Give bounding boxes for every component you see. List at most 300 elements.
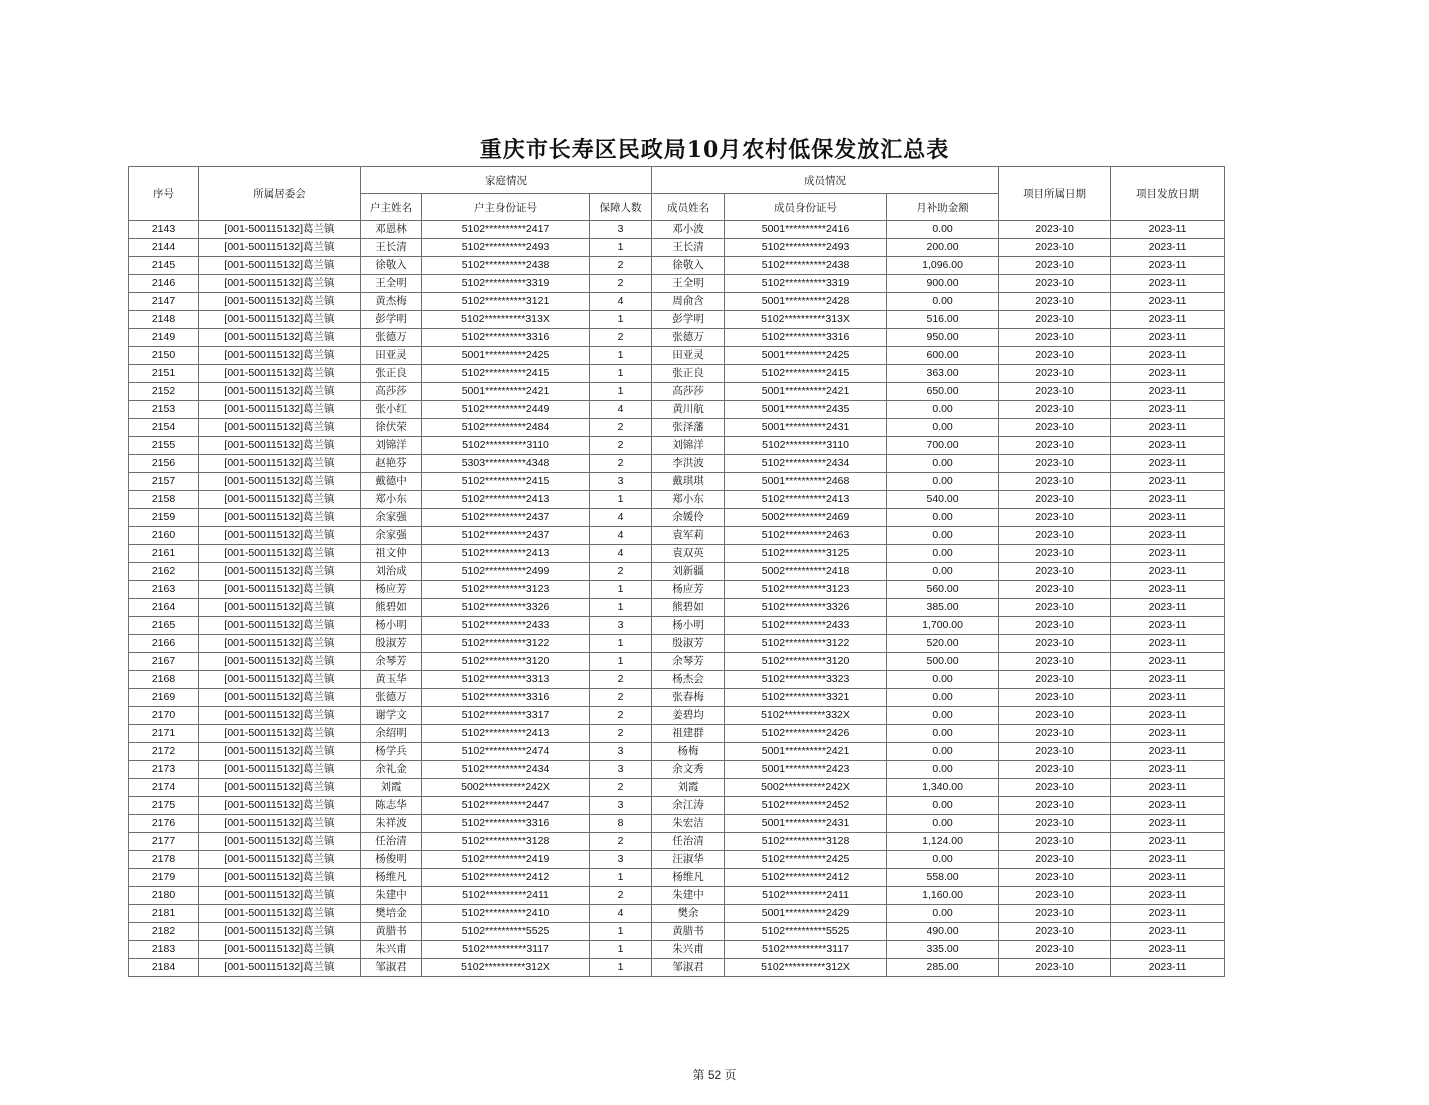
- cell-project-month: 2023-10: [999, 599, 1111, 617]
- cell-member-name: 王长清: [652, 239, 725, 257]
- cell-insured-count: 1: [590, 923, 652, 941]
- cell-head-name: 余家强: [361, 509, 422, 527]
- cell-head-name: 朱兴甫: [361, 941, 422, 959]
- cell-issue-month: 2023-11: [1111, 473, 1225, 491]
- cell-insured-count: 2: [590, 725, 652, 743]
- cell-serial: 2170: [129, 707, 199, 725]
- table-row: [129, 653, 1225, 671]
- cell-issue-month: 2023-11: [1111, 257, 1225, 275]
- cell-member-name: 杨应芳: [652, 581, 725, 599]
- cell-member-name: 祖建群: [652, 725, 725, 743]
- cell-committee: [001-500115132]葛兰镇: [199, 293, 361, 311]
- cell-head-id: 5102**********2415: [422, 473, 590, 491]
- cell-member-name: 熊碧如: [652, 599, 725, 617]
- table-row: [129, 455, 1225, 473]
- cell-project-month: 2023-10: [999, 275, 1111, 293]
- cell-head-id: 5002**********242X: [422, 779, 590, 797]
- cell-monthly-subsidy: 200.00: [887, 239, 999, 257]
- cell-member-id: 5102**********2413: [725, 491, 887, 509]
- cell-member-name: 杨梅: [652, 743, 725, 761]
- cell-head-id: 5102**********2413: [422, 725, 590, 743]
- cell-member-id: 5102**********2493: [725, 239, 887, 257]
- cell-monthly-subsidy: 520.00: [887, 635, 999, 653]
- cell-member-name: 杨维凡: [652, 869, 725, 887]
- cell-insured-count: 1: [590, 383, 652, 401]
- cell-monthly-subsidy: 0.00: [887, 689, 999, 707]
- cell-serial: 2173: [129, 761, 199, 779]
- cell-insured-count: 1: [590, 653, 652, 671]
- cell-monthly-subsidy: 0.00: [887, 545, 999, 563]
- cell-insured-count: 3: [590, 473, 652, 491]
- cell-member-name: 徐敬入: [652, 257, 725, 275]
- cell-serial: 2179: [129, 869, 199, 887]
- cell-committee: [001-500115132]葛兰镇: [199, 275, 361, 293]
- cell-member-id: 5001**********2421: [725, 383, 887, 401]
- cell-insured-count: 4: [590, 545, 652, 563]
- cell-issue-month: 2023-11: [1111, 401, 1225, 419]
- table-row: [129, 671, 1225, 689]
- cell-project-month: 2023-10: [999, 257, 1111, 275]
- cell-head-id: 5102**********2474: [422, 743, 590, 761]
- cell-member-name: 任治清: [652, 833, 725, 851]
- table-row: [129, 581, 1225, 599]
- cell-head-name: 祖文仲: [361, 545, 422, 563]
- cell-monthly-subsidy: 0.00: [887, 473, 999, 491]
- cell-head-name: 张正良: [361, 365, 422, 383]
- cell-member-name: 杨小明: [652, 617, 725, 635]
- cell-member-name: 袁双英: [652, 545, 725, 563]
- cell-insured-count: 1: [590, 959, 652, 977]
- cell-project-month: 2023-10: [999, 437, 1111, 455]
- cell-member-name: 朱宏洁: [652, 815, 725, 833]
- header-serial: 序号: [129, 167, 199, 221]
- cell-insured-count: 3: [590, 761, 652, 779]
- cell-issue-month: 2023-11: [1111, 419, 1225, 437]
- cell-insured-count: 1: [590, 599, 652, 617]
- cell-committee: [001-500115132]葛兰镇: [199, 455, 361, 473]
- cell-head-name: 杨应芳: [361, 581, 422, 599]
- table-row: [129, 293, 1225, 311]
- cell-monthly-subsidy: 0.00: [887, 293, 999, 311]
- cell-serial: 2178: [129, 851, 199, 869]
- cell-insured-count: 2: [590, 833, 652, 851]
- table-row: [129, 563, 1225, 581]
- cell-issue-month: 2023-11: [1111, 455, 1225, 473]
- cell-committee: [001-500115132]葛兰镇: [199, 383, 361, 401]
- cell-insured-count: 2: [590, 779, 652, 797]
- cell-issue-month: 2023-11: [1111, 797, 1225, 815]
- cell-issue-month: 2023-11: [1111, 851, 1225, 869]
- cell-head-id: 5102**********3316: [422, 815, 590, 833]
- cell-serial: 2153: [129, 401, 199, 419]
- cell-head-name: 殷淑芳: [361, 635, 422, 653]
- table-row: [129, 347, 1225, 365]
- cell-committee: [001-500115132]葛兰镇: [199, 815, 361, 833]
- cell-head-id: 5102**********2413: [422, 491, 590, 509]
- cell-committee: [001-500115132]葛兰镇: [199, 743, 361, 761]
- table-row: [129, 905, 1225, 923]
- cell-project-month: 2023-10: [999, 761, 1111, 779]
- cell-project-month: 2023-10: [999, 401, 1111, 419]
- cell-project-month: 2023-10: [999, 491, 1111, 509]
- cell-member-name: 余江涛: [652, 797, 725, 815]
- cell-project-month: 2023-10: [999, 545, 1111, 563]
- cell-member-name: 余琴芳: [652, 653, 725, 671]
- cell-serial: 2167: [129, 653, 199, 671]
- cell-insured-count: 2: [590, 671, 652, 689]
- cell-project-month: 2023-10: [999, 509, 1111, 527]
- cell-head-name: 赵艳芬: [361, 455, 422, 473]
- cell-committee: [001-500115132]葛兰镇: [199, 527, 361, 545]
- cell-project-month: 2023-10: [999, 455, 1111, 473]
- cell-monthly-subsidy: 0.00: [887, 707, 999, 725]
- cell-serial: 2156: [129, 455, 199, 473]
- cell-member-name: 朱兴甫: [652, 941, 725, 959]
- cell-serial: 2164: [129, 599, 199, 617]
- cell-issue-month: 2023-11: [1111, 671, 1225, 689]
- cell-insured-count: 4: [590, 293, 652, 311]
- cell-insured-count: 2: [590, 329, 652, 347]
- cell-insured-count: 2: [590, 887, 652, 905]
- cell-head-id: 5102**********3319: [422, 275, 590, 293]
- cell-monthly-subsidy: 650.00: [887, 383, 999, 401]
- cell-head-name: 杨学兵: [361, 743, 422, 761]
- header-monthly-subsidy: 月补助金额: [887, 194, 999, 221]
- cell-head-id: 5102**********3316: [422, 329, 590, 347]
- cell-head-id: 5102**********3316: [422, 689, 590, 707]
- cell-project-month: 2023-10: [999, 869, 1111, 887]
- cell-committee: [001-500115132]葛兰镇: [199, 905, 361, 923]
- cell-serial: 2147: [129, 293, 199, 311]
- cell-insured-count: 3: [590, 617, 652, 635]
- cell-head-name: 邹淑君: [361, 959, 422, 977]
- cell-committee: [001-500115132]葛兰镇: [199, 311, 361, 329]
- cell-committee: [001-500115132]葛兰镇: [199, 941, 361, 959]
- cell-monthly-subsidy: 540.00: [887, 491, 999, 509]
- cell-member-id: 5102**********2434: [725, 455, 887, 473]
- cell-member-id: 5102**********2438: [725, 257, 887, 275]
- cell-head-name: 杨小明: [361, 617, 422, 635]
- cell-monthly-subsidy: 700.00: [887, 437, 999, 455]
- cell-insured-count: 1: [590, 491, 652, 509]
- cell-member-name: 彭学明: [652, 311, 725, 329]
- cell-committee: [001-500115132]葛兰镇: [199, 221, 361, 239]
- cell-insured-count: 3: [590, 221, 652, 239]
- cell-insured-count: 1: [590, 869, 652, 887]
- cell-serial: 2172: [129, 743, 199, 761]
- cell-serial: 2160: [129, 527, 199, 545]
- cell-committee: [001-500115132]葛兰镇: [199, 959, 361, 977]
- cell-member-id: 5102**********3120: [725, 653, 887, 671]
- cell-monthly-subsidy: 900.00: [887, 275, 999, 293]
- cell-serial: 2177: [129, 833, 199, 851]
- cell-project-month: 2023-10: [999, 221, 1111, 239]
- table-row: [129, 887, 1225, 905]
- cell-head-name: 张德万: [361, 689, 422, 707]
- header-family-group: 家庭情况: [361, 167, 652, 194]
- cell-project-month: 2023-10: [999, 725, 1111, 743]
- cell-member-name: 杨杰会: [652, 671, 725, 689]
- header-committee: 所属居委会: [199, 167, 361, 221]
- table-row: [129, 437, 1225, 455]
- cell-serial: 2148: [129, 311, 199, 329]
- cell-insured-count: 4: [590, 401, 652, 419]
- cell-head-name: 高莎莎: [361, 383, 422, 401]
- cell-member-id: 5102**********3128: [725, 833, 887, 851]
- header-insured-count: 保障人数: [590, 194, 652, 221]
- cell-serial: 2146: [129, 275, 199, 293]
- cell-monthly-subsidy: 0.00: [887, 743, 999, 761]
- cell-committee: [001-500115132]葛兰镇: [199, 725, 361, 743]
- page-number: 第 52 页: [692, 1068, 737, 1082]
- cell-head-id: 5102**********2417: [422, 221, 590, 239]
- cell-monthly-subsidy: 558.00: [887, 869, 999, 887]
- table-row: [129, 365, 1225, 383]
- cell-member-name: 高莎莎: [652, 383, 725, 401]
- table-row: [129, 959, 1225, 977]
- cell-project-month: 2023-10: [999, 563, 1111, 581]
- cell-project-month: 2023-10: [999, 329, 1111, 347]
- cell-head-name: 朱建中: [361, 887, 422, 905]
- cell-monthly-subsidy: 0.00: [887, 725, 999, 743]
- cell-committee: [001-500115132]葛兰镇: [199, 599, 361, 617]
- cell-issue-month: 2023-11: [1111, 311, 1225, 329]
- cell-member-id: 5102**********2452: [725, 797, 887, 815]
- cell-serial: 2180: [129, 887, 199, 905]
- cell-member-id: 5002**********2418: [725, 563, 887, 581]
- cell-project-month: 2023-10: [999, 617, 1111, 635]
- cell-head-id: 5102**********2438: [422, 257, 590, 275]
- cell-member-id: 5002**********242X: [725, 779, 887, 797]
- cell-committee: [001-500115132]葛兰镇: [199, 473, 361, 491]
- cell-member-id: 5102**********2415: [725, 365, 887, 383]
- cell-issue-month: 2023-11: [1111, 365, 1225, 383]
- cell-member-name: 戴琪琪: [652, 473, 725, 491]
- cell-issue-month: 2023-11: [1111, 653, 1225, 671]
- cell-member-name: 张德万: [652, 329, 725, 347]
- cell-member-id: 5001**********2431: [725, 815, 887, 833]
- table-row: [129, 311, 1225, 329]
- cell-issue-month: 2023-11: [1111, 509, 1225, 527]
- cell-member-name: 朱建中: [652, 887, 725, 905]
- cell-head-name: 陈志华: [361, 797, 422, 815]
- cell-committee: [001-500115132]葛兰镇: [199, 761, 361, 779]
- cell-member-id: 5102**********2425: [725, 851, 887, 869]
- cell-member-name: 田亚灵: [652, 347, 725, 365]
- cell-member-id: 5102**********3122: [725, 635, 887, 653]
- cell-head-name: 徐伏荣: [361, 419, 422, 437]
- cell-monthly-subsidy: 1,096.00: [887, 257, 999, 275]
- cell-monthly-subsidy: 600.00: [887, 347, 999, 365]
- cell-monthly-subsidy: 500.00: [887, 653, 999, 671]
- table-row: [129, 419, 1225, 437]
- cell-issue-month: 2023-11: [1111, 941, 1225, 959]
- cell-head-id: 5102**********2437: [422, 509, 590, 527]
- cell-head-id: 5102**********312X: [422, 959, 590, 977]
- cell-head-id: 5001**********2425: [422, 347, 590, 365]
- cell-committee: [001-500115132]葛兰镇: [199, 797, 361, 815]
- cell-committee: [001-500115132]葛兰镇: [199, 923, 361, 941]
- cell-member-name: 刘新疆: [652, 563, 725, 581]
- cell-head-id: 5303**********4348: [422, 455, 590, 473]
- cell-project-month: 2023-10: [999, 941, 1111, 959]
- cell-issue-month: 2023-11: [1111, 221, 1225, 239]
- cell-issue-month: 2023-11: [1111, 707, 1225, 725]
- cell-serial: 2181: [129, 905, 199, 923]
- cell-issue-month: 2023-11: [1111, 581, 1225, 599]
- cell-project-month: 2023-10: [999, 887, 1111, 905]
- cell-insured-count: 8: [590, 815, 652, 833]
- cell-insured-count: 2: [590, 689, 652, 707]
- cell-project-month: 2023-10: [999, 689, 1111, 707]
- cell-serial: 2171: [129, 725, 199, 743]
- cell-head-name: 杨维凡: [361, 869, 422, 887]
- cell-head-id: 5102**********2415: [422, 365, 590, 383]
- cell-member-name: 殷淑芳: [652, 635, 725, 653]
- cell-project-month: 2023-10: [999, 527, 1111, 545]
- cell-insured-count: 1: [590, 347, 652, 365]
- cell-head-name: 黄玉华: [361, 671, 422, 689]
- cell-issue-month: 2023-11: [1111, 563, 1225, 581]
- table-row: [129, 851, 1225, 869]
- cell-insured-count: 1: [590, 941, 652, 959]
- cell-member-id: 5001**********2425: [725, 347, 887, 365]
- cell-issue-month: 2023-11: [1111, 923, 1225, 941]
- cell-serial: 2163: [129, 581, 199, 599]
- cell-project-month: 2023-10: [999, 959, 1111, 977]
- cell-monthly-subsidy: 1,124.00: [887, 833, 999, 851]
- cell-member-id: 5002**********2469: [725, 509, 887, 527]
- cell-insured-count: 2: [590, 455, 652, 473]
- cell-head-id: 5102**********3117: [422, 941, 590, 959]
- cell-issue-month: 2023-11: [1111, 599, 1225, 617]
- cell-head-id: 5102**********3313: [422, 671, 590, 689]
- cell-monthly-subsidy: 0.00: [887, 509, 999, 527]
- table-row: [129, 509, 1225, 527]
- cell-committee: [001-500115132]葛兰镇: [199, 491, 361, 509]
- cell-committee: [001-500115132]葛兰镇: [199, 581, 361, 599]
- cell-head-name: 徐敬入: [361, 257, 422, 275]
- cell-issue-month: 2023-11: [1111, 527, 1225, 545]
- cell-head-id: 5102**********3128: [422, 833, 590, 851]
- cell-issue-month: 2023-11: [1111, 761, 1225, 779]
- cell-project-month: 2023-10: [999, 473, 1111, 491]
- cell-project-month: 2023-10: [999, 635, 1111, 653]
- cell-project-month: 2023-10: [999, 293, 1111, 311]
- cell-issue-month: 2023-11: [1111, 347, 1225, 365]
- table-row: [129, 329, 1225, 347]
- cell-project-month: 2023-10: [999, 347, 1111, 365]
- cell-head-name: 戴德中: [361, 473, 422, 491]
- cell-project-month: 2023-10: [999, 779, 1111, 797]
- cell-member-id: 5102**********3110: [725, 437, 887, 455]
- table-row: [129, 383, 1225, 401]
- cell-project-month: 2023-10: [999, 239, 1111, 257]
- cell-member-name: 邹淑君: [652, 959, 725, 977]
- cell-monthly-subsidy: 950.00: [887, 329, 999, 347]
- cell-committee: [001-500115132]葛兰镇: [199, 257, 361, 275]
- cell-member-id: 5001**********2429: [725, 905, 887, 923]
- cell-serial: 2183: [129, 941, 199, 959]
- cell-head-id: 5102**********3123: [422, 581, 590, 599]
- page-title: 重庆市长寿区民政局10月农村低保发放汇总表: [479, 137, 950, 163]
- cell-committee: [001-500115132]葛兰镇: [199, 851, 361, 869]
- cell-head-name: 樊培金: [361, 905, 422, 923]
- cell-committee: [001-500115132]葛兰镇: [199, 563, 361, 581]
- cell-serial: 2168: [129, 671, 199, 689]
- cell-serial: 2174: [129, 779, 199, 797]
- table-row: [129, 617, 1225, 635]
- table-row: [129, 275, 1225, 293]
- table-body: [129, 221, 1225, 977]
- cell-member-id: 5102**********3323: [725, 671, 887, 689]
- table-header: [129, 167, 1225, 221]
- cell-serial: 2162: [129, 563, 199, 581]
- table-row: [129, 833, 1225, 851]
- cell-member-id: 5001**********2423: [725, 761, 887, 779]
- cell-monthly-subsidy: 1,700.00: [887, 617, 999, 635]
- cell-serial: 2161: [129, 545, 199, 563]
- cell-monthly-subsidy: 0.00: [887, 815, 999, 833]
- cell-insured-count: 4: [590, 905, 652, 923]
- cell-project-month: 2023-10: [999, 797, 1111, 815]
- table-row: [129, 599, 1225, 617]
- cell-serial: 2166: [129, 635, 199, 653]
- cell-head-name: 熊碧如: [361, 599, 422, 617]
- cell-head-name: 朱祥波: [361, 815, 422, 833]
- cell-committee: [001-500115132]葛兰镇: [199, 653, 361, 671]
- cell-issue-month: 2023-11: [1111, 491, 1225, 509]
- cell-serial: 2143: [129, 221, 199, 239]
- cell-head-name: 余绍明: [361, 725, 422, 743]
- cell-serial: 2169: [129, 689, 199, 707]
- cell-issue-month: 2023-11: [1111, 905, 1225, 923]
- cell-monthly-subsidy: 335.00: [887, 941, 999, 959]
- cell-member-name: 张泽藩: [652, 419, 725, 437]
- table-row: [129, 869, 1225, 887]
- cell-head-id: 5102**********2410: [422, 905, 590, 923]
- cell-member-id: 5102**********3316: [725, 329, 887, 347]
- cell-head-name: 张小红: [361, 401, 422, 419]
- cell-committee: [001-500115132]葛兰镇: [199, 635, 361, 653]
- cell-member-name: 汪淑华: [652, 851, 725, 869]
- cell-serial: 2165: [129, 617, 199, 635]
- cell-head-name: 田亚灵: [361, 347, 422, 365]
- cell-head-id: 5102**********2433: [422, 617, 590, 635]
- cell-serial: 2176: [129, 815, 199, 833]
- table-row: [129, 743, 1225, 761]
- cell-member-id: 5102**********2463: [725, 527, 887, 545]
- cell-issue-month: 2023-11: [1111, 239, 1225, 257]
- cell-project-month: 2023-10: [999, 707, 1111, 725]
- cell-member-id: 5102**********2411: [725, 887, 887, 905]
- cell-monthly-subsidy: 516.00: [887, 311, 999, 329]
- cell-monthly-subsidy: 0.00: [887, 419, 999, 437]
- cell-member-name: 邓小波: [652, 221, 725, 239]
- cell-committee: [001-500115132]葛兰镇: [199, 239, 361, 257]
- cell-monthly-subsidy: 285.00: [887, 959, 999, 977]
- cell-head-id: 5102**********2447: [422, 797, 590, 815]
- cell-issue-month: 2023-11: [1111, 329, 1225, 347]
- cell-committee: [001-500115132]葛兰镇: [199, 545, 361, 563]
- cell-head-id: 5102**********2434: [422, 761, 590, 779]
- table-row: [129, 527, 1225, 545]
- cell-head-id: 5102**********3120: [422, 653, 590, 671]
- cell-member-name: 王全明: [652, 275, 725, 293]
- cell-insured-count: 2: [590, 275, 652, 293]
- cell-serial: 2175: [129, 797, 199, 815]
- cell-monthly-subsidy: 560.00: [887, 581, 999, 599]
